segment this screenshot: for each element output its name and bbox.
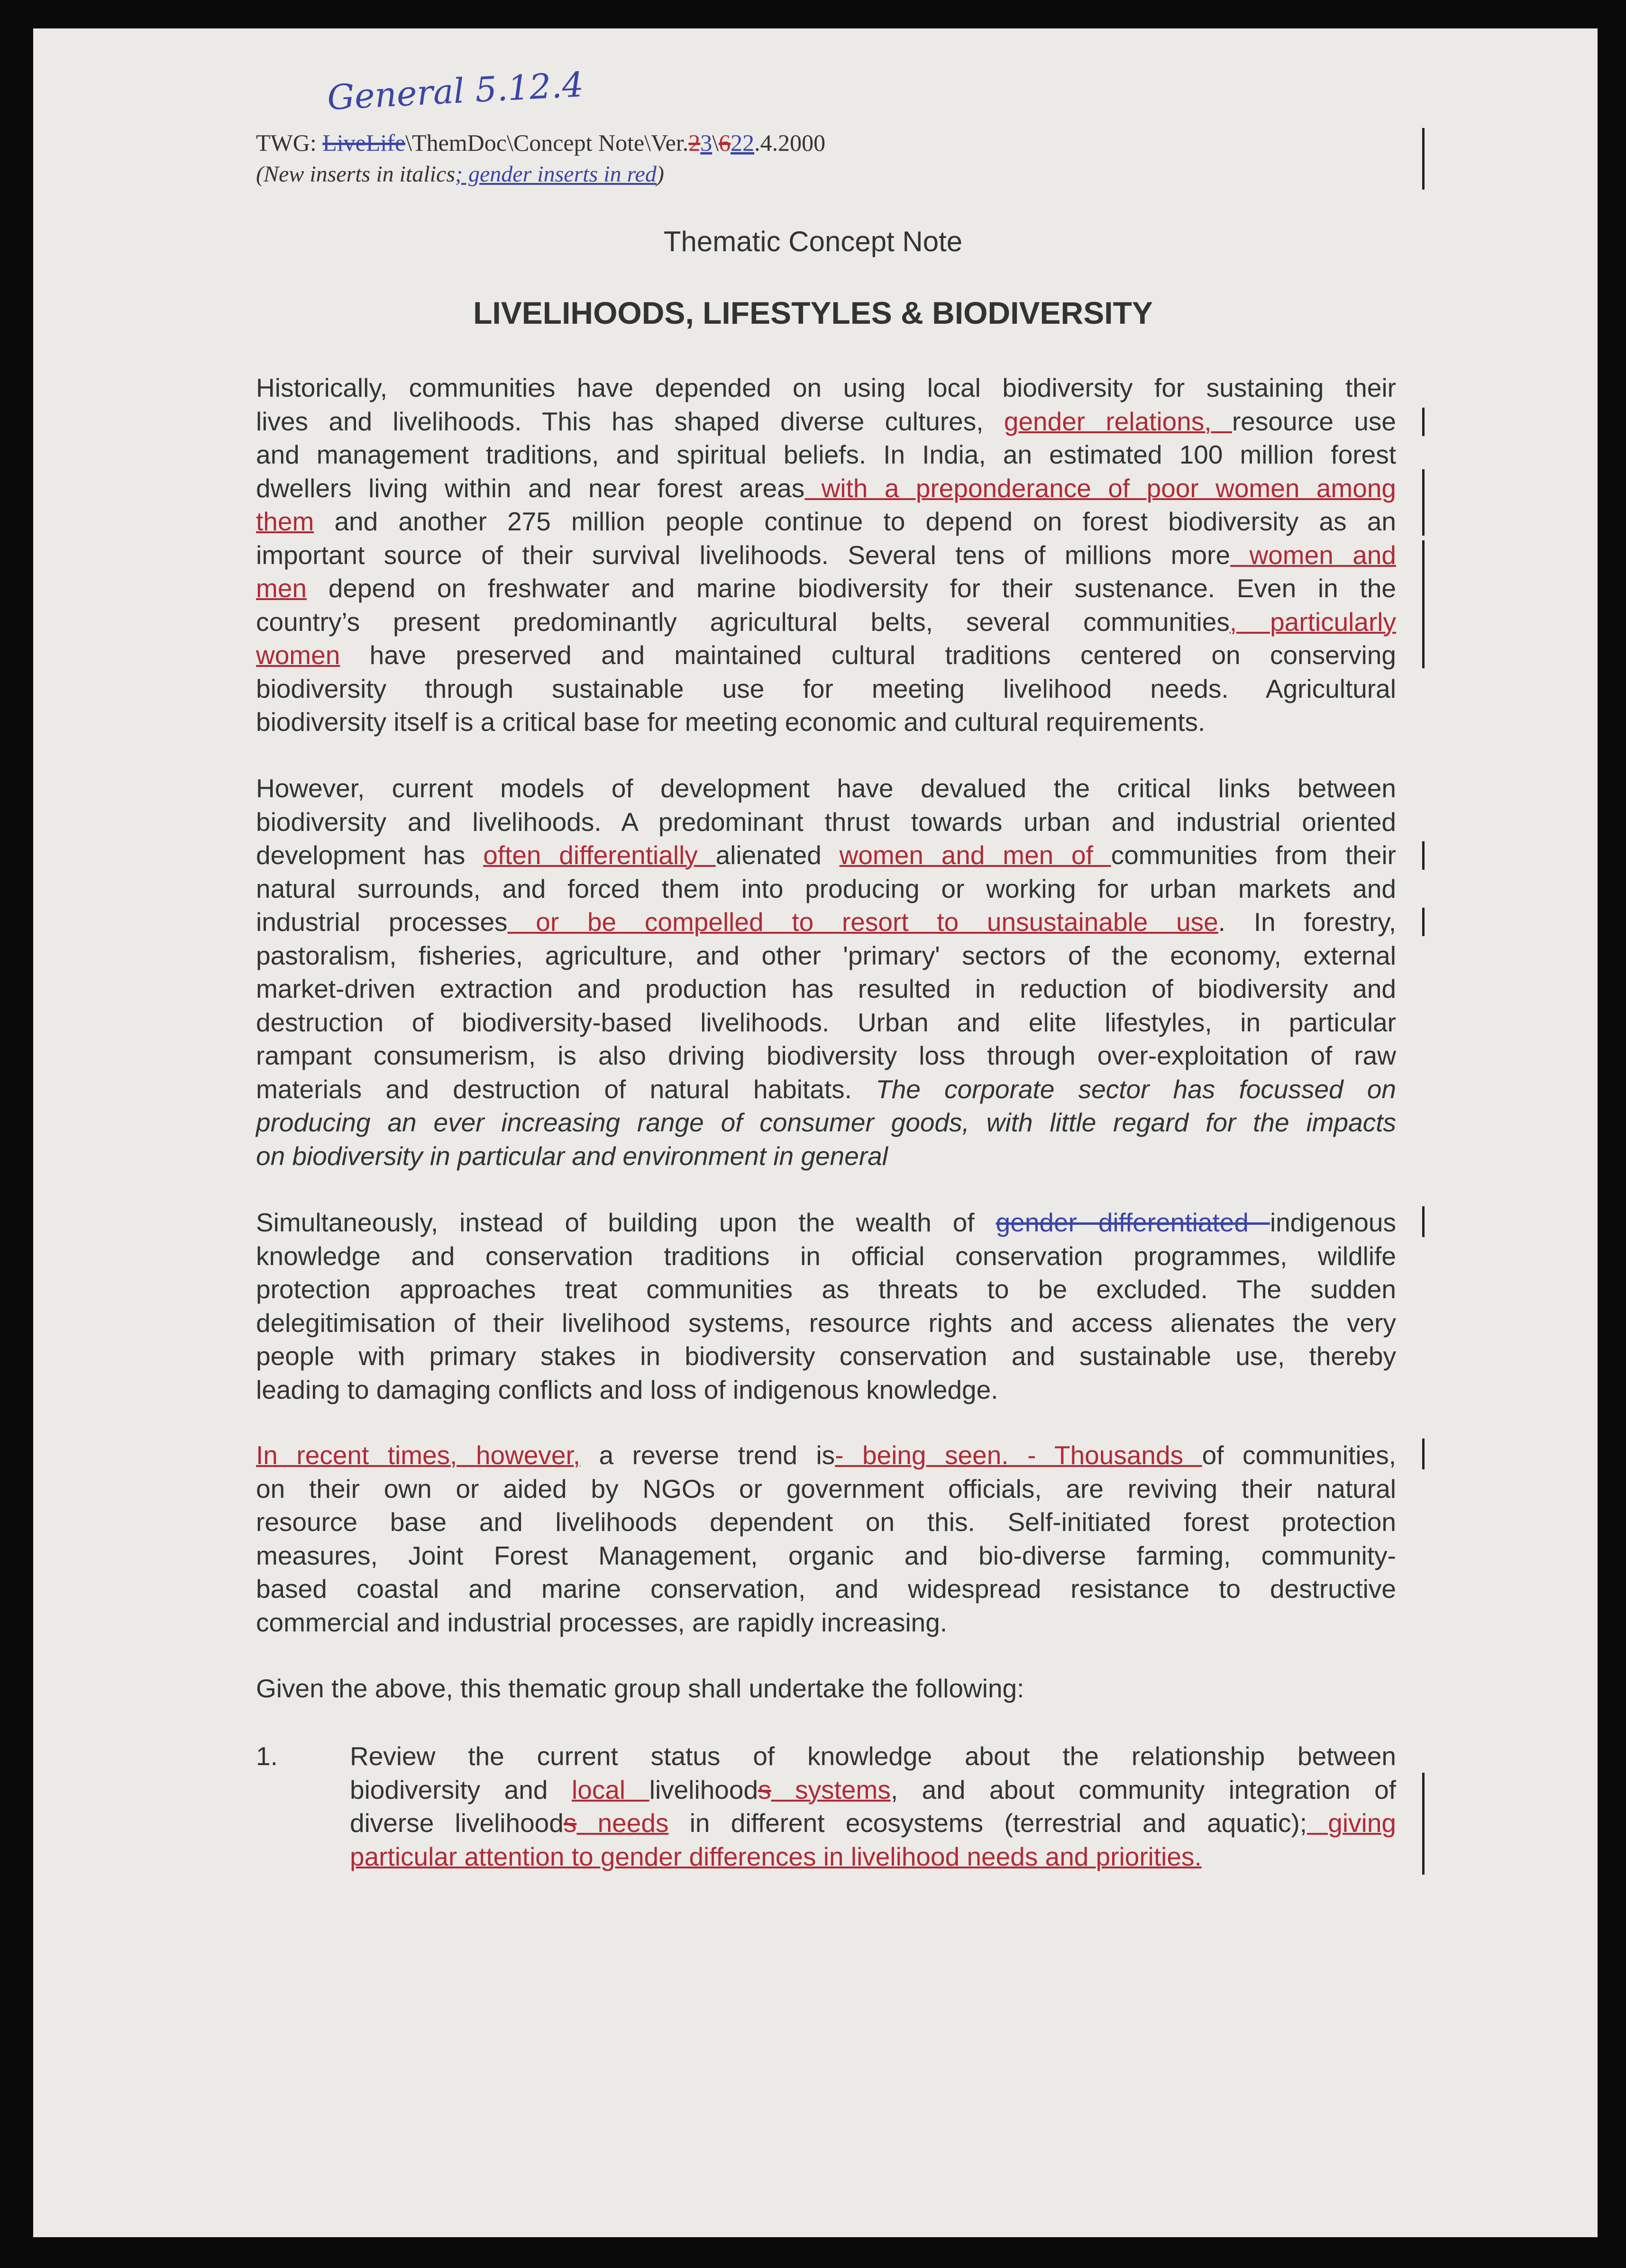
paragraph — [256, 1206, 1396, 1406]
text: country’s present predominantly agricultural belts, several communities — [256, 607, 1230, 637]
text-line — [256, 872, 1396, 906]
deleted-text: s — [563, 1808, 577, 1838]
text: measures, Joint Forest Management, organic and bio-diverse farming, community- — [256, 1540, 1396, 1570]
gender-insert-text: or be compelled to resort to unsustainable use — [507, 907, 1218, 937]
text-line — [256, 1672, 1396, 1705]
text-line — [256, 1306, 1396, 1340]
gender-insert-text: giving — [1307, 1808, 1396, 1838]
text: , and about community integration of — [890, 1775, 1396, 1804]
gender-insert-text: men — [256, 574, 307, 603]
gender-insert-text: systems — [771, 1775, 891, 1804]
document-path-line — [256, 129, 825, 156]
text: people with primary stakes in biodiversity conservation and sustainable use, thereby — [256, 1341, 1396, 1371]
text-line — [256, 371, 1396, 405]
text-line — [256, 838, 1396, 872]
text: in different ecosystems (terrestrial and aquatic); — [668, 1808, 1307, 1838]
text-line — [256, 1439, 1396, 1472]
text: destruction of biodiversity-based livelihoods. Urban and elite lifestyles, in particular — [256, 1007, 1396, 1037]
change-bar — [1422, 1439, 1425, 1469]
text: based coastal and marine conservation, and widespread resistance to destructive — [256, 1574, 1396, 1603]
text-line — [256, 472, 1396, 505]
text-line — [256, 1139, 1396, 1173]
gender-insert-text: women and men of — [839, 840, 1111, 870]
text: knowledge and conservation traditions in official conservation programmes, wildlife — [256, 1241, 1396, 1271]
text: dwellers living within and near forest areas — [256, 473, 805, 503]
subtitle: Thematic Concept Note — [663, 226, 963, 257]
gender-insert-text: them — [256, 507, 314, 536]
text-line — [256, 505, 1396, 538]
text-line — [256, 1505, 1396, 1539]
text-line — [350, 1740, 1396, 1773]
paragraph — [256, 1439, 1396, 1639]
paragraph — [256, 772, 1396, 1173]
text-line — [256, 939, 1396, 973]
text: and management traditions, and spiritual beliefs. In India, an estimated 100 million forest — [256, 440, 1396, 469]
text: biodiversity and livelihoods. A predominant thrust towards urban and industrial oriented — [256, 807, 1396, 837]
text: biodiversity itself is a critical base for meeting economic and cultural requirements. — [256, 707, 1206, 737]
text: Simultaneously, instead of building upon the wealth of — [256, 1208, 996, 1237]
text: resource use — [1232, 406, 1396, 436]
text: biodiversity through sustainable use for meeting livelihood needs. Agricultural — [256, 674, 1396, 703]
deleted-text: gender differentiated — [996, 1208, 1270, 1237]
deleted-text: s — [758, 1775, 771, 1804]
version-suffix: .4.2000 — [754, 129, 826, 156]
text: depend on freshwater and marine biodiversity for their sustenance. Even in the — [307, 574, 1396, 603]
change-bar — [1422, 540, 1425, 668]
gender-insert-text: women and — [1230, 540, 1396, 570]
italic-insert-text: The corporate sector has focussed on — [876, 1074, 1396, 1104]
insert-legend — [256, 161, 664, 187]
text-line — [256, 1239, 1396, 1273]
text-line — [256, 1039, 1396, 1073]
change-bar — [1422, 128, 1425, 190]
twg-prefix: TWG: — [256, 129, 323, 156]
change-bar — [1422, 841, 1425, 870]
new-version: 3 — [700, 129, 713, 156]
text: alienated — [715, 840, 840, 870]
text-line — [256, 1606, 1396, 1640]
gender-insert-text: gender relations, — [1004, 406, 1232, 436]
separator: \ — [712, 129, 719, 156]
gender-insert-text: often differentially — [483, 840, 716, 870]
text-line — [256, 1339, 1396, 1373]
text: However, current models of development have devalued the critical links between — [256, 774, 1396, 803]
text: and another 275 million people continue to depend on forest biodiversity as an — [314, 507, 1396, 536]
text: market-driven extraction and production has resulted in reduction of biodiversity and — [256, 974, 1396, 1003]
italic-insert-text: producing an ever increasing range of consumer goods, with little regard for the impacts — [256, 1108, 1396, 1137]
change-bar — [1422, 1773, 1425, 1875]
text: lives and livelihoods. This has shaped diverse cultures, — [256, 406, 1004, 436]
text-line — [350, 1806, 1396, 1840]
text: leading to damaging conflicts and loss of indigenous knowledge. — [256, 1375, 998, 1404]
text: of communities, — [1202, 1440, 1396, 1470]
text-line — [256, 405, 1396, 438]
gender-insert-text: , particularly — [1229, 607, 1396, 637]
text: important source of their survival livelihoods. Several tens of millions more — [256, 540, 1231, 570]
text-line — [256, 705, 1396, 739]
new-version: 22 — [731, 129, 755, 156]
text-line — [256, 1539, 1396, 1573]
gender-insert-text: with a preponderance of poor women among — [804, 473, 1397, 503]
text-line — [256, 638, 1396, 672]
text: development has — [256, 840, 484, 870]
text-line — [256, 905, 1396, 939]
text: Given the above, this thematic group shall undertake the following: — [256, 1674, 1024, 1703]
italic-insert-text: on biodiversity in particular and environment in general — [256, 1141, 888, 1171]
text: communities from their — [1111, 840, 1396, 870]
text-line — [256, 1273, 1396, 1306]
text-line — [256, 772, 1396, 805]
text-line — [256, 1373, 1396, 1407]
text: have preserved and maintained cultural traditions centered on conserving — [340, 640, 1396, 670]
text: indigenous — [1270, 1208, 1396, 1237]
change-bar — [1422, 469, 1425, 536]
change-bar — [1422, 1206, 1425, 1237]
list-item — [350, 1740, 1396, 1873]
gender-insert-text: local — [572, 1775, 649, 1804]
text: protection approaches treat communities as threats to be excluded. The sudden — [256, 1275, 1396, 1304]
text: livelihood — [649, 1775, 758, 1804]
legend-text: (New inserts in italics — [256, 162, 455, 187]
text-line — [256, 438, 1396, 472]
text-line — [256, 1006, 1396, 1039]
text: commercial and industrial processes, are rapidly increasing. — [256, 1607, 948, 1637]
text: on their own or aided by NGOs or government officials, are reviving their natural — [256, 1474, 1396, 1503]
text: . In forestry, — [1218, 907, 1397, 937]
text-line — [256, 672, 1396, 706]
gender-insert-text: - being seen. - Thousands — [835, 1440, 1202, 1470]
text-line — [256, 1472, 1396, 1506]
text-line — [256, 805, 1396, 839]
struck-text: LiveLife — [322, 129, 406, 156]
text: biodiversity and — [350, 1775, 572, 1804]
legend-close: ) — [656, 162, 664, 187]
change-bar — [1422, 908, 1425, 936]
text-line — [256, 538, 1396, 572]
page-title: LIVELIHOODS, LIFESTYLES & BIODIVERSITY — [473, 295, 1153, 330]
gender-insert-text: In recent times, however, — [256, 1440, 581, 1470]
text-line — [350, 1773, 1396, 1807]
list-number: 1. — [256, 1741, 278, 1771]
text: materials and destruction of natural habitats. — [256, 1074, 876, 1104]
text-line — [256, 572, 1396, 605]
struck-version: 6 — [719, 129, 731, 156]
text: natural surrounds, and forced them into producing or working for urban markets and — [256, 874, 1396, 903]
struck-version: 2 — [688, 129, 701, 156]
text-line — [256, 1073, 1396, 1106]
text-line — [256, 605, 1396, 639]
text-line — [256, 1572, 1396, 1606]
text: a reverse trend is — [580, 1440, 835, 1470]
text: rampant consumerism, is also driving biodiversity loss through over-exploitation of raw — [256, 1041, 1396, 1070]
text: industrial processes — [256, 907, 508, 937]
gender-insert-text: needs — [576, 1808, 669, 1838]
gender-insert-text: particular attention to gender differences in livelihood needs and priorities. — [350, 1841, 1202, 1871]
text: Review the current status of knowledge about the relationship between — [350, 1741, 1396, 1771]
text-line — [350, 1840, 1396, 1874]
text: delegitimisation of their livelihood systems, resource rights and access alienates the very — [256, 1308, 1396, 1338]
handwritten-annotation: General 5.12.4 — [326, 64, 585, 118]
text: pastoralism, fisheries, agriculture, and other 'primary' sectors of the economy, external — [256, 940, 1396, 970]
path-text: \ThemDoc\Concept Note\Ver. — [405, 129, 689, 156]
text: Historically, communities have depended on using local biodiversity for sustaining their — [256, 373, 1396, 402]
text-line — [256, 1206, 1396, 1239]
text-line — [256, 1106, 1396, 1139]
text-line — [256, 972, 1396, 1006]
text: resource base and livelihoods dependent on this. Self-initiated forest protection — [256, 1507, 1396, 1537]
text: diverse livelihood — [350, 1808, 564, 1838]
change-bar — [1422, 408, 1425, 436]
paragraph — [256, 371, 1396, 739]
legend-blue-text: ; gender inserts in red — [455, 162, 657, 187]
gender-insert-text: women — [256, 640, 340, 670]
paragraph — [256, 1672, 1396, 1705]
